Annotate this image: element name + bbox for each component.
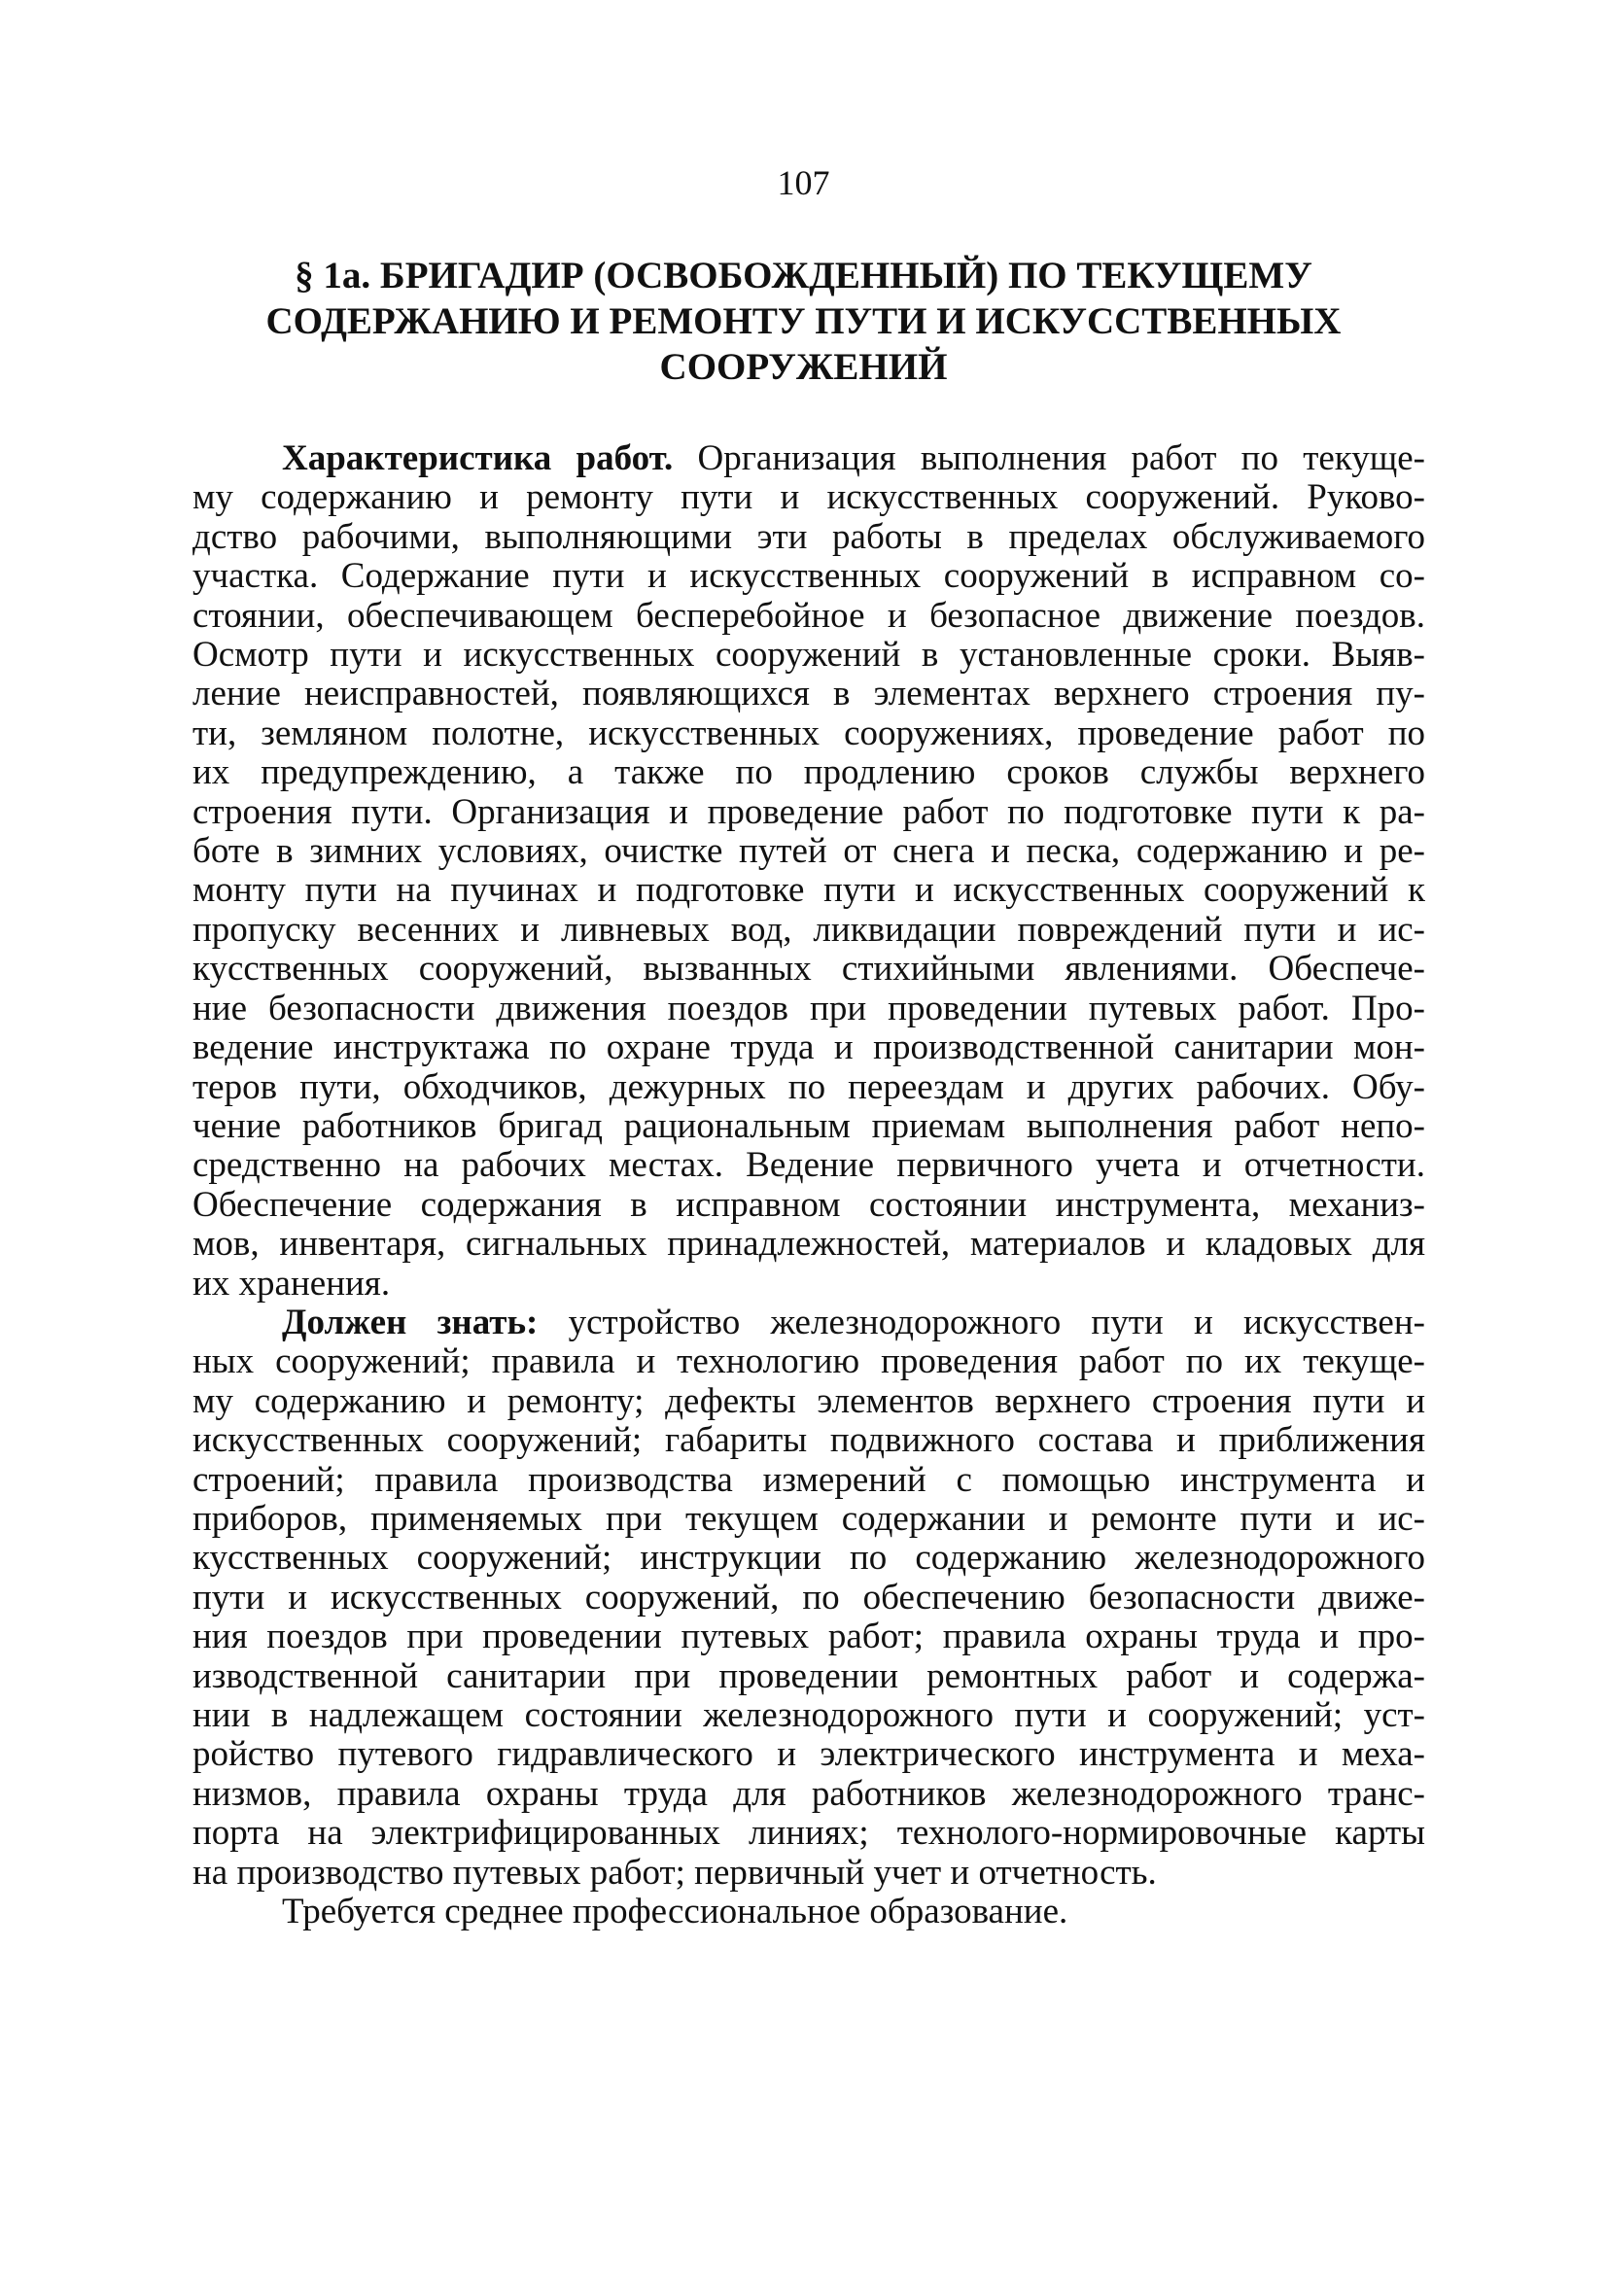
paragraph-line: ния поездов при проведении путевых работ; правила охраны труда и про-: [192, 1617, 1425, 1657]
paragraph-line: их хранения.: [192, 1263, 391, 1304]
paragraph-line: мов, инвентаря, сигнальных принадлежностей, материалов и кладовых для: [192, 1224, 1425, 1265]
paragraph-line: пропуску весенних и ливневых вод, ликвидации повреждений пути и ис-: [192, 909, 1425, 950]
paragraph-line: ройство путевого гидравлического и электрического инструмента и меха-: [192, 1734, 1425, 1775]
section-heading: [194, 253, 1413, 390]
paragraph-line: приборов, применяемых при текущем содержании и ремонте пути и ис-: [192, 1498, 1425, 1539]
paragraph-line: стоянии, обеспечивающем бесперебойное и безопасное движение поездов.: [192, 595, 1425, 636]
paragraph-line: Осмотр пути и искусственных сооружений в установленные сроки. Выяв-: [192, 635, 1425, 676]
paragraph-line: порта на электрифицированных линиях; технолого-нормировочные карты: [192, 1813, 1425, 1854]
paragraph-line: строения пути. Организация и проведение работ по подготовке пути к ра-: [192, 791, 1425, 832]
paragraph-text: устройство железнодорожного пути и искусствен-: [538, 1302, 1425, 1342]
paragraph-line: монту пути на пучинах и подготовке пути и искусственных сооружений к: [192, 870, 1425, 911]
paragraph-line: участка. Содержание пути и искусственных сооружений в исправном со-: [192, 556, 1425, 597]
paragraph-line: ление неисправностей, появляющихся в элементах верхнего строения пу-: [192, 674, 1425, 714]
characteristics-paragraph: [192, 439, 1425, 1304]
paragraph-line: [192, 1304, 1425, 1342]
paragraph-line: ведение инструктажа по охране труда и производственной санитарии мон-: [192, 1027, 1425, 1068]
paragraph-line: нии в надлежащем состоянии железнодорожного пути и сооружений; уст-: [192, 1695, 1425, 1735]
paragraph-line: [192, 439, 1425, 478]
paragraph-text: Организация выполнения работ по текуще-: [673, 438, 1425, 478]
paragraph-line: низмов, правила охраны труда для работников железнодорожного транс-: [192, 1773, 1425, 1814]
paragraph-line: их предупреждению, а также по продлению сроков службы верхнего: [192, 752, 1425, 793]
paragraph-line: средственно на рабочих местах. Ведение первичного учета и отчетности.: [192, 1145, 1425, 1186]
paragraph-line: дство рабочими, выполняющими эти работы в пределах обслуживаемого: [192, 516, 1425, 557]
characteristics-label: Характеристика работ.: [282, 438, 674, 478]
must-know-label: Должен знать:: [282, 1302, 539, 1342]
paragraph-line: на производство путевых работ; первичный учет и отчетность.: [192, 1852, 1157, 1893]
page-number: 107: [777, 163, 830, 202]
paragraph-line: теров пути, обходчиков, дежурных по переездам и других рабочих. Обу-: [192, 1066, 1425, 1107]
paragraph-line: кусственных сооружений, вызванных стихийными явлениями. Обеспече-: [192, 949, 1425, 990]
paragraph-line: му содержанию и ремонту; дефекты элементов верхнего строения пути и: [192, 1380, 1425, 1421]
paragraph-line: боте в зимних условиях, очистке путей от снега и песка, содержанию и ре-: [192, 831, 1425, 872]
paragraph-line: изводственной санитарии при проведении ремонтных работ и содержа-: [192, 1655, 1425, 1696]
heading-line: СООРУЖЕНИЙ: [659, 346, 948, 388]
paragraph-line: чение работников бригад рациональным приемам выполнения работ непо-: [192, 1105, 1425, 1146]
heading-line: § 1а. БРИГАДИР (ОСВОБОЖДЕННЫЙ) ПО ТЕКУЩЕМУ: [295, 255, 1312, 296]
paragraph-line: ти, земляном полотне, искусственных сооружениях, проведение работ по: [192, 713, 1425, 753]
paragraph-line: му содержанию и ремонту пути и искусственных сооружений. Руково-: [192, 477, 1425, 518]
paragraph-line: искусственных сооружений; габариты подвижного состава и приближения: [192, 1420, 1425, 1461]
paragraph-line: Обеспечение содержания в исправном состоянии инструмента, механиз-: [192, 1184, 1425, 1225]
must-know-paragraph: [192, 1304, 1425, 1893]
requirement-paragraph: [192, 1893, 1425, 1931]
paragraph-line: Требуется среднее профессиональное образование.: [282, 1892, 1068, 1932]
paragraph-line: кусственных сооружений; инструкции по содержанию железнодорожного: [192, 1538, 1425, 1579]
paragraph-line: ние безопасности движения поездов при проведении путевых работ. Про-: [192, 988, 1425, 1028]
heading-line: СОДЕРЖАНИЮ И РЕМОНТУ ПУТИ И ИСКУССТВЕННЫХ: [265, 300, 1342, 342]
paragraph-line: пути и искусственных сооружений, по обеспечению безопасности движе-: [192, 1577, 1425, 1618]
section-body: [192, 439, 1425, 1931]
paragraph-line: ных сооружений; правила и технологию проведения работ по их текуще-: [192, 1341, 1425, 1382]
paragraph-line: строений; правила производства измерений с помощью инструмента и: [192, 1459, 1425, 1500]
